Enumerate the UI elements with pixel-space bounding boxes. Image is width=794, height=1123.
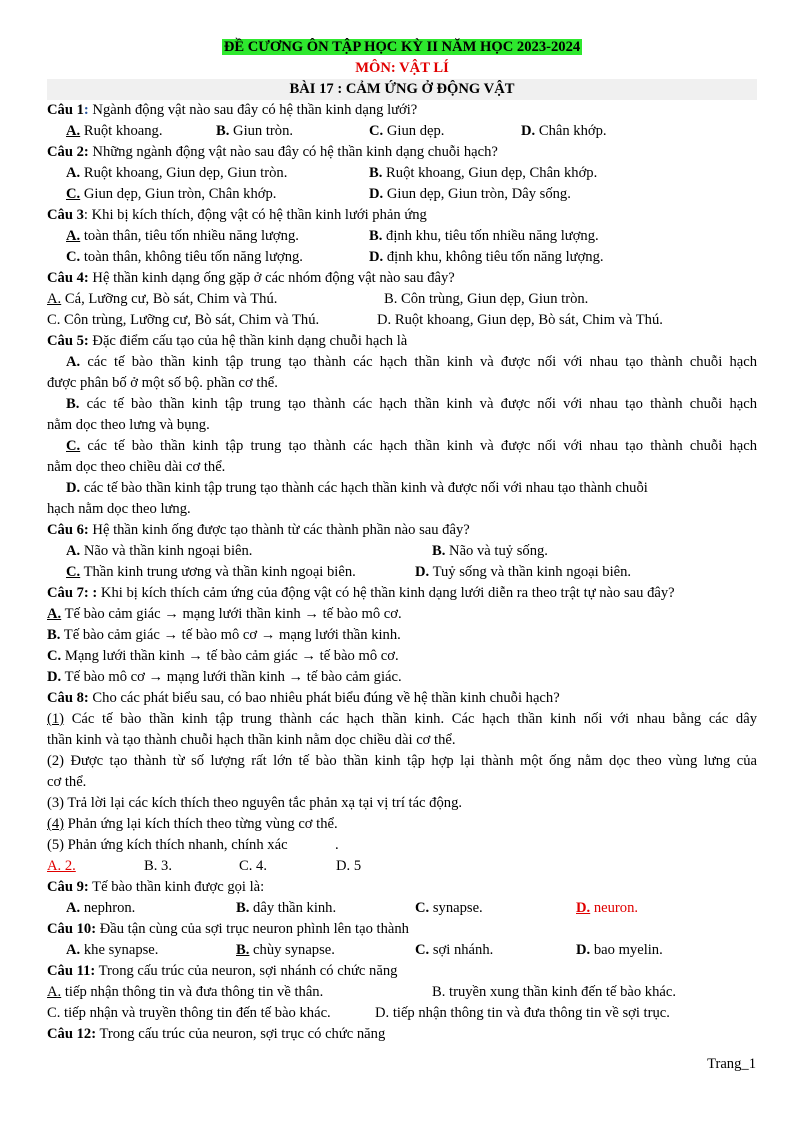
q6-option-c: C. Thần kinh trung ương và thần kinh ngoại biên. <box>66 564 356 580</box>
q10-option-c: C. sợi nhánh. <box>415 942 494 958</box>
question-2: Câu 2: Những ngành động vật nào sau đây có hệ thần kinh dạng chuỗi hạch? <box>47 144 498 160</box>
q3-option-c: C. toàn thân, không tiêu tốn năng lượng. <box>66 249 303 265</box>
q8-options <box>47 856 757 877</box>
q5-option-c-cont: nằm dọc theo chiều dài cơ thể. <box>47 459 226 475</box>
q11-option-a: A. tiếp nhận thông tin và đưa thông tin về thân. <box>47 984 324 1000</box>
q9-option-b: B. dây thần kinh. <box>236 900 337 916</box>
q11-option-d: D. tiếp nhận thông tin và đưa thông tin về sợi trục. <box>375 1005 670 1021</box>
q9-options <box>47 898 757 919</box>
q8-statement-3: (3) Trả lời lại các kích thích theo nguyên tắc phản xạ tại vị trí tác động. <box>47 795 463 811</box>
q9-option-c: C. synapse. <box>415 900 483 916</box>
q3-option-b: B. định khu, tiêu tốn nhiều năng lượng. <box>369 228 599 244</box>
q4-option-a: A. Cá, Lưỡng cư, Bò sát, Chim và Thú. <box>47 291 278 307</box>
q8-statement-2: (2) Được tạo thành từ số lượng rất lớn tế bào thần kinh tập hợp lại thành một ống nằm dọc theo vùng lưng của <box>47 753 757 769</box>
question-8: Câu 8: Cho các phát biểu sau, có bao nhiêu phát biểu đúng về hệ thần kinh chuỗi hạch? <box>47 690 560 706</box>
question-3: Câu 3: Khi bị kích thích, động vật có hệ thần kinh lưới phản ứng <box>47 207 427 223</box>
q4-options-cd <box>47 310 757 331</box>
q2-options-cd <box>47 184 757 205</box>
q3-option-a: A. toàn thân, tiêu tốn nhiều năng lượng. <box>66 228 299 244</box>
q6-option-d: D. Tuỷ sống và thần kinh ngoại biên. <box>415 564 632 580</box>
doc-title: ĐỀ CƯƠNG ÔN TẬP HỌC KỲ II NĂM HỌC 2023-2024 <box>223 39 581 55</box>
question-9: Câu 9: Tế bào thần kinh được gọi là: <box>47 879 265 895</box>
q10-options <box>47 940 757 961</box>
q11-options-cd <box>47 1003 757 1024</box>
q8-statement-1-cont: thần kinh và tạo thành chuỗi hạch thần kinh nằm dọc chiều dài cơ thể. <box>47 732 456 748</box>
q3-options-cd <box>47 247 757 268</box>
question-11: Câu 11: Trong cấu trúc của neuron, sợi nhánh có chức năng <box>47 963 398 979</box>
q1-option-b: B. Giun tròn. <box>216 123 294 139</box>
q5-option-b-cont: nằm dọc theo lưng và bụng. <box>47 417 210 433</box>
q9-option-a: A. nephron. <box>66 900 136 916</box>
q8-option-d: D. 5 <box>336 858 362 874</box>
q2-option-c: C. Giun dẹp, Giun tròn, Chân khớp. <box>66 186 277 202</box>
q1-label: Câu 1 <box>47 102 84 118</box>
subject-line <box>47 58 757 79</box>
q4-option-c: C. Côn trùng, Lưỡng cư, Bò sát, Chim và Thú. <box>47 312 320 328</box>
lesson-title: BÀI 17 : CẢM ỨNG Ở ĐỘNG VẬT <box>47 79 757 100</box>
q10-option-b: B. chùy synapse. <box>236 942 335 958</box>
question-5: Câu 5: Đặc điểm cấu tạo của hệ thần kinh dạng chuỗi hạch là <box>47 333 408 349</box>
subject-title: MÔN: VẬT LÍ <box>355 60 449 76</box>
q8-option-c: C. 4. <box>239 858 267 874</box>
q2-options-ab <box>47 163 757 184</box>
q11-options-ab <box>47 982 757 1003</box>
q1-text: Ngành động vật nào sau đây có hệ thần kinh dạng lưới? <box>88 102 418 118</box>
question-10: Câu 10: Đầu tận cùng của sợi trục neuron phình lên tạo thành <box>47 921 409 937</box>
q7-option-a: A. Tế bào cảm giác → mạng lưới thần kinh → tế bào mô cơ. <box>47 606 402 622</box>
q7-option-c: C. Mạng lưới thần kinh → tế bào cảm giác → tế bào mô cơ. <box>47 648 399 664</box>
q8-statement-2-cont: cơ thể. <box>47 774 87 790</box>
q6-options-ab <box>47 541 757 562</box>
q10-option-d: D. bao myelin. <box>576 942 663 958</box>
q2-option-d: D. Giun dẹp, Giun tròn, Dây sống. <box>369 186 571 202</box>
q1-option-d: D. Chân khớp. <box>521 123 607 139</box>
q11-option-b: B. truyền xung thần kinh đến tế bào khác. <box>432 984 676 1000</box>
q4-options-ab <box>47 289 757 310</box>
q1-option-a: A. Ruột khoang. <box>66 123 163 139</box>
q6-option-b: B. Não và tuỷ sống. <box>432 543 548 559</box>
q1-options <box>47 121 757 142</box>
page-number: Trang_1 <box>707 1056 756 1072</box>
document-page <box>47 37 757 1045</box>
q9-option-d: D. neuron. <box>576 900 639 916</box>
question-1: Câu 1: Ngành động vật nào sau đây có hệ thần kinh dạng lưới? <box>47 102 418 118</box>
question-4: Câu 4: Hệ thần kinh dạng ống gặp ở các nhóm động vật nào sau đây? <box>47 270 455 286</box>
q10-option-a: A. khe synapse. <box>66 942 159 958</box>
q7-option-b: B. Tế bào cảm giác → tế bào mô cơ → mạng lưới thần kinh. <box>47 627 401 643</box>
q5-option-a-cont: được phân bố ở một số bộ. phần cơ thể. <box>47 375 278 391</box>
q1-option-c: C. Giun dẹp. <box>369 123 445 139</box>
doc-title-line <box>47 37 757 58</box>
question-12: Câu 12: Trong cấu trúc của neuron, sợi trục có chức năng <box>47 1026 386 1042</box>
q11-option-c: C. tiếp nhận và truyền thông tin đến tế bào khác. <box>47 1005 331 1021</box>
q6-options-cd <box>47 562 757 583</box>
q5-option-b: B. các tế bào thần kinh tập trung tạo thành các hạch thần kinh và được nối với nhau tạo thành chuỗi hạch <box>66 396 757 412</box>
q4-option-d: D. Ruột khoang, Giun dẹp, Bò sát, Chim và Thú. <box>377 312 663 328</box>
question-6: Câu 6: Hệ thần kinh ống được tạo thành từ các thành phần nào sau đây? <box>47 522 470 538</box>
q7-option-d: D. Tế bào mô cơ → mạng lưới thần kinh → tế bào cảm giác. <box>47 669 402 685</box>
question-7: Câu 7: : Khi bị kích thích cảm ứng của động vật có hệ thần kinh dạng lưới diễn ra theo trật tự nào sau đây? <box>47 585 675 601</box>
q5-option-d-cont: hạch nằm dọc theo lưng. <box>47 501 191 517</box>
q5-option-d: D. các tế bào thần kinh tập trung tạo thành các hạch thần kinh và được nối với nhau tạo thành chuỗi <box>66 480 648 496</box>
q2-option-a: A. Ruột khoang, Giun dẹp, Giun tròn. <box>66 165 288 181</box>
q8-statement-1: (1) Các tế bào thần kinh tập trung thành các hạch thần kinh. Các hạch thần kinh nối với nhau bằng các dây <box>47 711 757 727</box>
q8-option-a: A. 2. <box>47 858 76 874</box>
q5-option-c: C. các tế bào thần kinh tập trung tạo thành các hạch thần kinh và được nối với nhau tạo thành chuỗi hạch <box>66 438 757 454</box>
q6-option-a: A. Não và thần kinh ngoại biên. <box>66 543 253 559</box>
q5-option-a: A. các tế bào thần kinh tập trung tạo thành các hạch thần kinh và được nối với nhau tạo thành chuỗi hạch <box>66 354 757 370</box>
q8-option-b: B. 3. <box>144 858 172 874</box>
q8-statement-5: (5) Phản ứng kích thích nhanh, chính xác . <box>47 837 339 853</box>
q2-option-b: B. Ruột khoang, Giun dẹp, Chân khớp. <box>369 165 598 181</box>
q4-option-b: B. Côn trùng, Giun dẹp, Giun tròn. <box>384 291 589 307</box>
q3-option-d: D. định khu, không tiêu tốn năng lượng. <box>369 249 604 265</box>
q8-statement-4: (4) Phản ứng lại kích thích theo từng vùng cơ thể. <box>47 816 338 832</box>
q3-options-ab <box>47 226 757 247</box>
